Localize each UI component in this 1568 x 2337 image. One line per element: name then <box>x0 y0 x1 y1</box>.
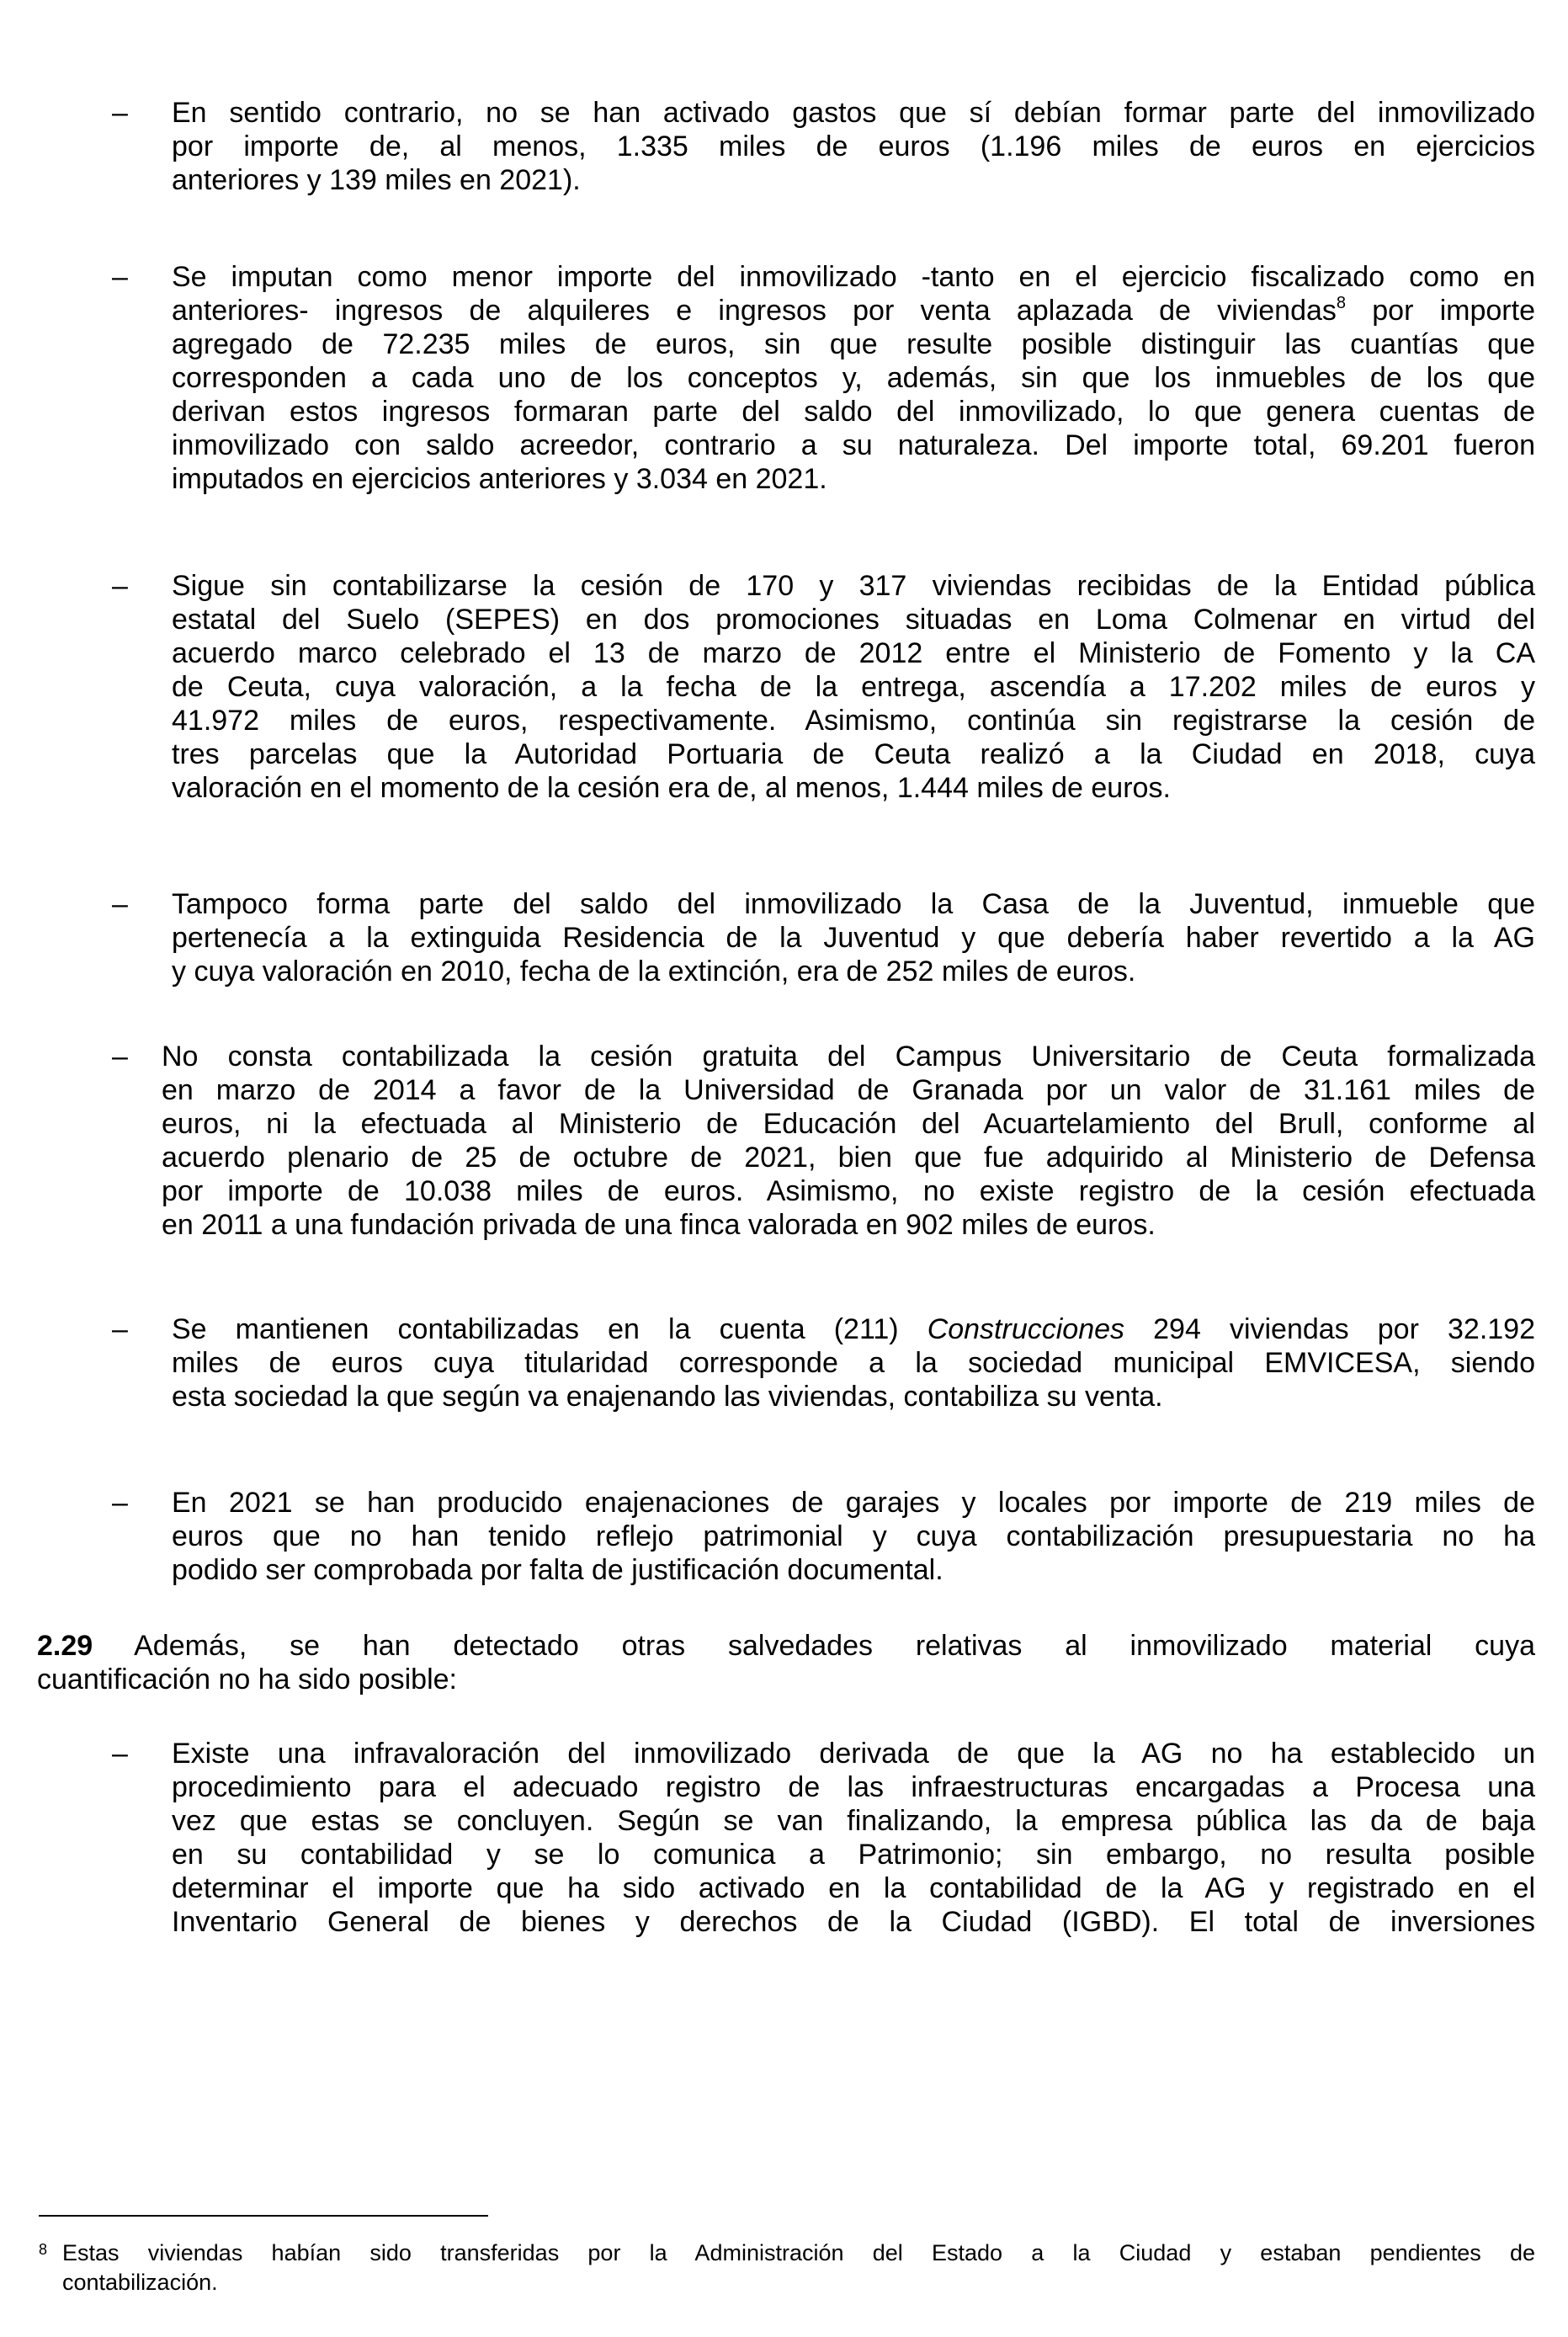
text-line: procedimiento para el adecuado registro de las infraestructuras encargadas a Procesa una <box>172 1771 1535 1803</box>
text-line: en 2011 a una fundación privada de una finca valorada en 902 miles de euros. <box>162 1209 1156 1241</box>
text-line: Inventario General de bienes y derechos de la Ciudad (IGBD). El total de inversiones <box>172 1906 1535 1938</box>
text-line: esta sociedad la que según va enajenando las viviendas, contabiliza su venta. <box>172 1381 1163 1413</box>
dash-bullet-icon: – <box>112 97 128 129</box>
text-line: imputados en ejercicios anteriores y 3.034 en 2021. <box>172 463 827 495</box>
bullet-text <box>172 96 1535 197</box>
text-line: euros, ni la efectuada al Ministerio de Educación del Acuartelamiento del Brull, conforme al <box>162 1108 1535 1140</box>
text-segment: 294 viviendas por 32.192 <box>1124 1313 1535 1345</box>
text-line: y cuya valoración en 2010, fecha de la extinción, era de 252 miles de euros. <box>172 956 1136 988</box>
footnote-separator <box>39 2215 488 2217</box>
text-line: tres parcelas que la Autoridad Portuaria de Ceuta realizó a la Ciudad en 2018, cuya <box>172 738 1535 770</box>
text-line: miles de euros cuya titularidad corresponde a la sociedad municipal EMVICESA, siendo <box>172 1347 1535 1379</box>
footnote-marker: 8 <box>39 2241 48 2258</box>
text-line: agregado de 72.235 miles de euros, sin que resulte posible distinguir las cuantías que <box>172 328 1535 360</box>
footnote <box>39 2239 1535 2297</box>
bullet-text <box>172 887 1535 988</box>
section-number: 2.29 <box>37 1630 93 1662</box>
dash-bullet-icon: – <box>112 261 128 293</box>
footnote-reference: 8 <box>1336 294 1347 312</box>
bullet-text <box>172 1486 1535 1587</box>
text-line: en su contabilidad y se lo comunica a Patrimonio; sin embargo, no resulta posible <box>172 1839 1535 1871</box>
italic-term: Construcciones <box>927 1313 1125 1345</box>
bullet-text <box>172 260 1535 496</box>
dash-bullet-icon: – <box>112 1738 128 1770</box>
dash-bullet-icon: – <box>112 570 128 602</box>
text-line: acuerdo marco celebrado el 13 de marzo de 2012 entre el Ministerio de Fomento y la CA <box>172 637 1535 669</box>
text-line <box>37 1629 1535 1663</box>
text-line: determinar el importe que ha sido activado en la contabilidad de la AG y registrado en el <box>172 1872 1535 1904</box>
text-line: Estas viviendas habían sido transferidas por la Administración del Estado a la Ciudad y estaban pendientes de <box>62 2240 1535 2265</box>
text-line: 41.972 miles de euros, respectivamente. Asimismo, continúa sin registrarse la cesión de <box>172 705 1535 737</box>
dash-bullet-icon: – <box>112 1041 128 1073</box>
text-line: de Ceuta, cuya valoración, a la fecha de la entrega, ascendía a 17.202 miles de euros y <box>172 671 1535 703</box>
text-line: En 2021 se han producido enajenaciones de garajes y locales por importe de 219 miles de <box>172 1487 1535 1519</box>
text-line <box>172 1312 1535 1346</box>
text-line: por importe de 10.038 miles de euros. Asimismo, no existe registro de la cesión efectuada <box>162 1175 1535 1207</box>
text-line <box>172 294 1535 327</box>
text-line: pertenecía a la extinguida Residencia de la Juventud y que debería haber revertido a la AG <box>172 922 1535 954</box>
text-line: podido ser comprobada por falta de justificación documental. <box>172 1554 943 1586</box>
text-segment: Se mantienen contabilizadas en la cuenta (211) <box>172 1313 928 1345</box>
bullet-text <box>162 1040 1535 1242</box>
text-line: Existe una infravaloración del inmovilizado derivada de que la AG no ha establecido un <box>172 1738 1535 1770</box>
text-line: Tampoco forma parte del saldo del inmovilizado la Casa de la Juventud, inmueble que <box>172 888 1535 920</box>
text-line: contabilización. <box>62 2270 218 2295</box>
bullet-text <box>172 569 1535 805</box>
text-line: euros que no han tenido reflejo patrimonial y cuya contabilización presupuestaria no ha <box>172 1520 1535 1552</box>
text-segment: anteriores- ingresos de alquileres e ingresos por venta aplazada de viviendas <box>172 295 1337 327</box>
text-line: derivan estos ingresos formaran parte del saldo del inmovilizado, lo que genera cuentas de <box>172 396 1535 428</box>
bullet-text <box>172 1737 1535 1939</box>
text-line: en marzo de 2014 a favor de la Universidad de Granada por un valor de 31.161 miles de <box>162 1074 1535 1106</box>
dash-bullet-icon: – <box>112 1313 128 1345</box>
text-line: Se imputan como menor importe del inmovilizado -tanto en el ejercicio fiscalizado como en <box>172 261 1535 293</box>
text-line: cuantificación no ha sido posible: <box>37 1664 457 1696</box>
text-segment: Además, se han detectado otras salvedades relativas al inmovilizado material cuya <box>93 1630 1535 1662</box>
text-segment: por importe <box>1346 295 1535 327</box>
text-line: anteriores y 139 miles en 2021). <box>172 164 581 196</box>
text-line: No consta contabilizada la cesión gratuita del Campus Universitario de Ceuta formalizada <box>162 1041 1535 1073</box>
text-line: estatal del Suelo (SEPES) en dos promociones situadas en Loma Colmenar en virtud del <box>172 604 1535 636</box>
text-line: acuerdo plenario de 25 de octubre de 2021, bien que fue adquirido al Ministerio de Defensa <box>162 1142 1535 1174</box>
dash-bullet-icon: – <box>112 1487 128 1519</box>
text-line: corresponden a cada uno de los conceptos y, además, sin que los inmuebles de los que <box>172 362 1535 394</box>
text-line: vez que estas se concluyen. Según se van finalizando, la empresa pública las da de baja <box>172 1805 1535 1837</box>
numbered-paragraph <box>37 1629 1535 1696</box>
text-line: En sentido contrario, no se han activado gastos que sí debían formar parte del inmovilizado <box>172 97 1535 129</box>
bullet-text <box>172 1312 1535 1413</box>
text-line: por importe de, al menos, 1.335 miles de euros (1.196 miles de euros en ejercicios <box>172 130 1535 162</box>
text-line: valoración en el momento de la cesión era de, al menos, 1.444 miles de euros. <box>172 772 1171 804</box>
text-line: Sigue sin contabilizarse la cesión de 170 y 317 viviendas recibidas de la Entidad pública <box>172 570 1535 602</box>
dash-bullet-icon: – <box>112 888 128 920</box>
text-line: inmovilizado con saldo acreedor, contrario a su naturaleza. Del importe total, 69.201 fueron <box>172 429 1535 461</box>
